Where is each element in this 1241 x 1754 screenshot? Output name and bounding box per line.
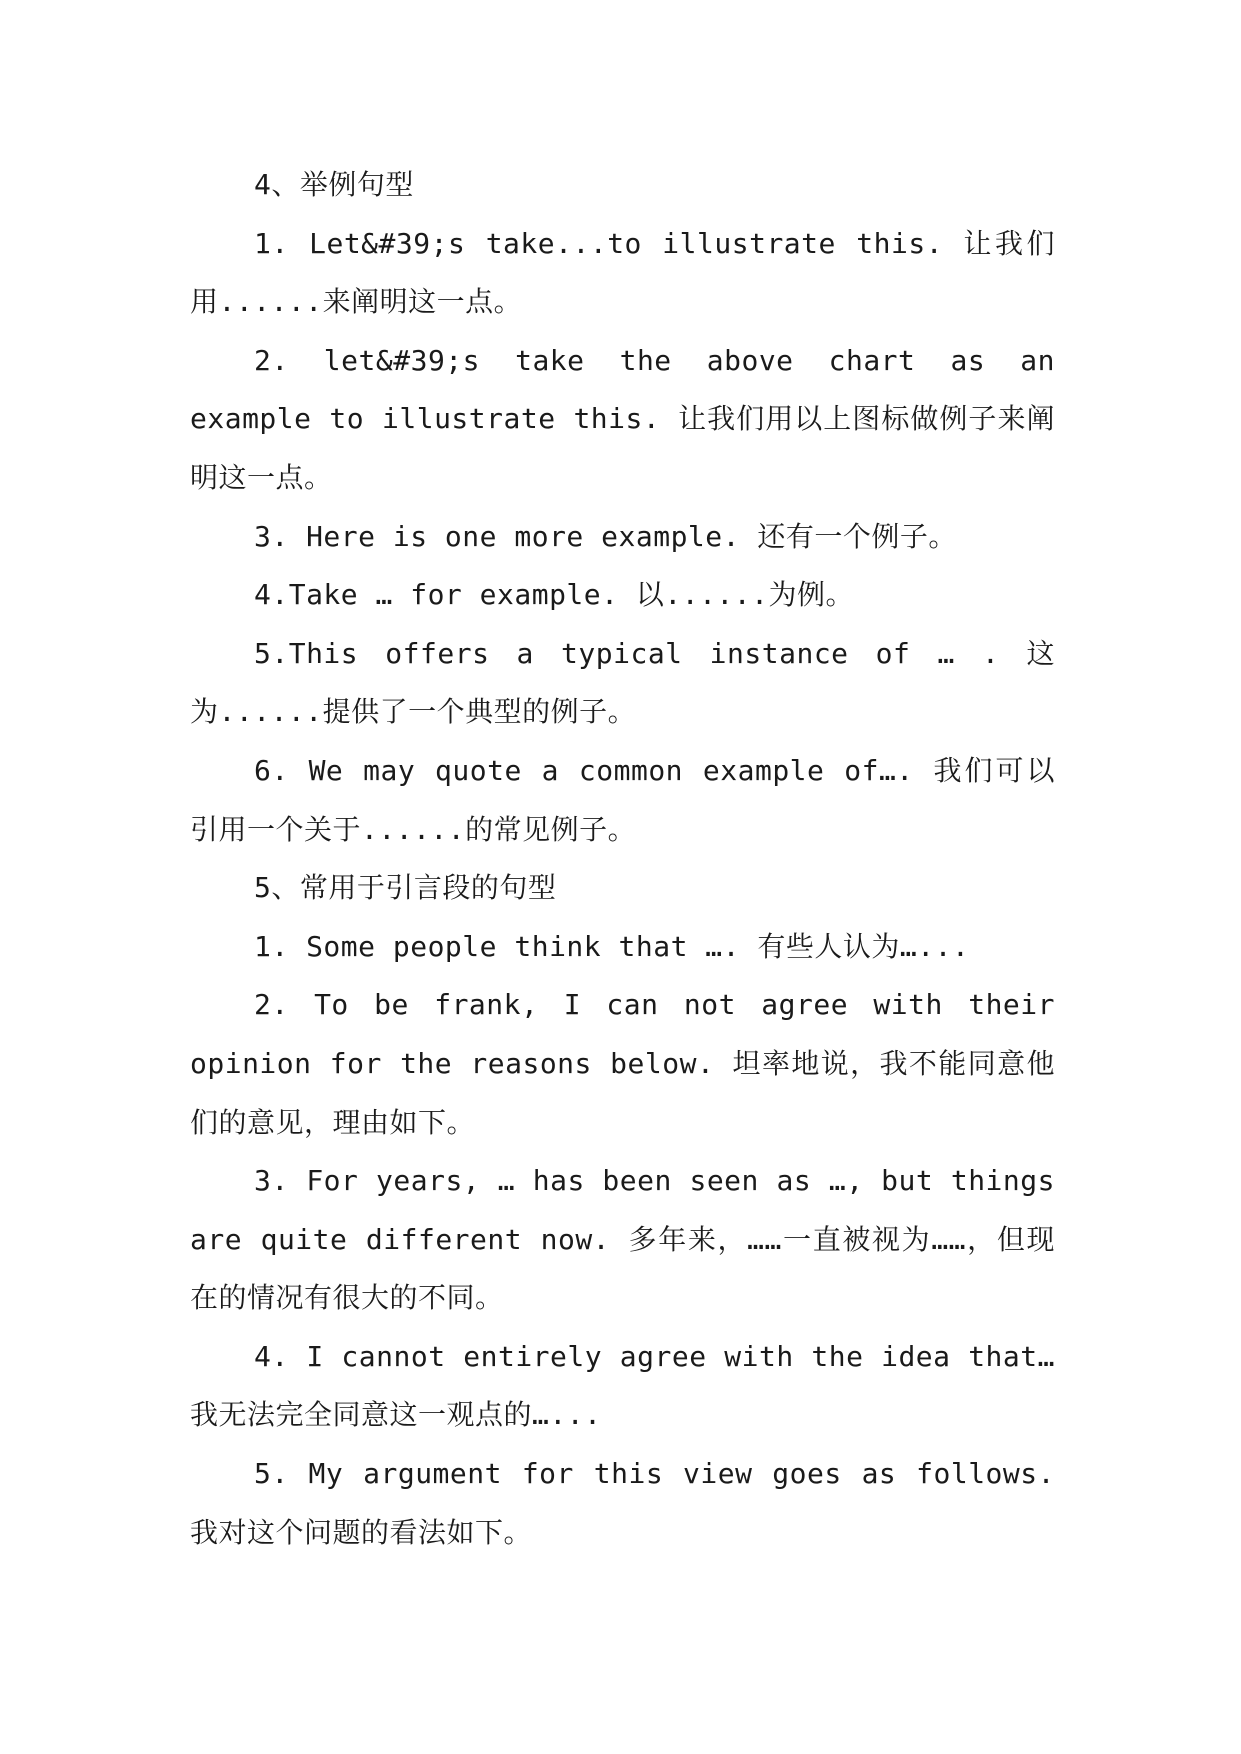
list-item: 2. To be frank, I can not agree with their opinion for the reasons below. 坦率地说，我不能同意他们的意见，理由如下。 bbox=[190, 988, 1055, 1139]
list-item: 5.This offers a typical instance of … . 这为......提供了一个典型的例子。 bbox=[190, 636, 1055, 729]
document-body bbox=[190, 156, 1055, 1562]
list-item: 6. We may quote a common example of…. 我们可以引用一个关于......的常见例子。 bbox=[190, 753, 1055, 846]
list-item: 1. Some people think that …. 有些人认为…... bbox=[254, 929, 970, 963]
list-item: 5. My argument for this view goes as follows. 我对这个问题的看法如下。 bbox=[190, 1457, 1055, 1549]
section-heading-introduction: 5、常用于引言段的句型 bbox=[254, 871, 557, 905]
list-item: 4.Take … for example. 以......为例。 bbox=[254, 578, 855, 612]
list-item: 4. I cannot entirely agree with the idea that… 我无法完全同意这一观点的…... bbox=[190, 1339, 1055, 1432]
list-item: 2. let&#39;s take the above chart as an example to illustrate this. 让我们用以上图标做例子来阐明这一点。 bbox=[190, 343, 1055, 494]
list-item: 1. Let&#39;s take...to illustrate this. 让我们用......来阐明这一点。 bbox=[190, 226, 1055, 319]
list-item: 3. Here is one more example. 还有一个例子。 bbox=[254, 519, 957, 553]
section-heading-examples: 4、举例句型 bbox=[254, 168, 414, 201]
list-item: 3. For years, … has been seen as …, but things are quite different now. 多年来，……一直被视为……，但现在的情况有很大的不同。 bbox=[190, 1164, 1055, 1315]
